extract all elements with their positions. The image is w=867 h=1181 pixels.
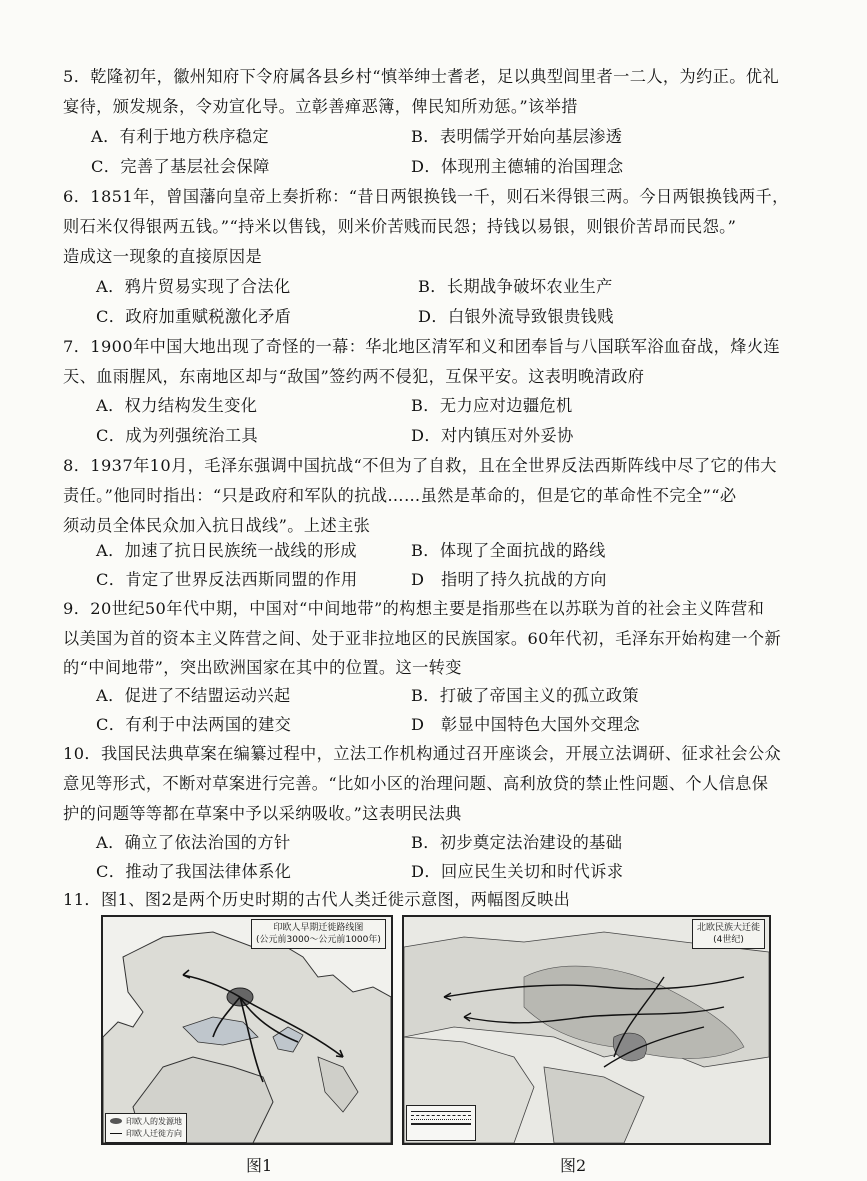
legend-line-icon: [411, 1115, 471, 1116]
figure-1-legend-migration: [110, 1128, 182, 1140]
q5-option-a[interactable]: A．有利于地方秩序稳定: [91, 127, 269, 146]
q6-stem-line-1: 6．1851年，曾国藩向皇帝上奏折称：“昔日两银换钱一千，则石米得银三两。今日两银换钱两千，: [63, 187, 789, 206]
q6-stem-line-2: 则石米仅得银两五钱。”“持米以售钱，则米价苦贱而民怨；持钱以易银，则银价苦昂而民怨。”: [63, 217, 737, 236]
figure-1-title-main: 印欧人早期迁徙路线图: [273, 923, 364, 933]
q7-option-a[interactable]: A．权力结构发生变化: [96, 396, 258, 415]
figure-1-legend: [105, 1113, 187, 1143]
q9-option-b[interactable]: B．打破了帝国主义的孤立政策: [411, 686, 639, 705]
figure-1-map: [101, 915, 393, 1145]
q8-stem-line-1: 8．1937年10月，毛泽东强调中国抗战“不但为了自救，且在全世界反法西斯阵线中尽了它的伟大: [63, 456, 777, 475]
figure-2-caption: 图2: [560, 1156, 587, 1175]
figure-1-map-drawing: [103, 917, 391, 1143]
q8-option-b[interactable]: B．体现了全面抗战的路线: [411, 541, 606, 560]
q5-option-b[interactable]: B．表明儒学开始向基层渗透: [411, 127, 623, 146]
q7-stem-line-1: 7．1900年中国大地出现了奇怪的一幕：华北地区清军和义和团奉旨与八国联军浴血奋战，烽火连: [63, 337, 780, 356]
q5-stem-line-2: 宴待，颁发规条，令劝宣化导。立彰善瘅恶簿，俾民知所劝惩。”该举措: [63, 97, 578, 116]
q10-option-c[interactable]: C．推动了我国法律体系化: [96, 862, 292, 881]
q6-option-a[interactable]: A．鸦片贸易实现了合法化: [96, 277, 291, 296]
q9-stem-line-3: 的“中间地带”，突出欧洲国家在其中的位置。这一转变: [63, 658, 462, 677]
q9-option-d[interactable]: D 彰显中国特色大国外交理念: [411, 715, 641, 734]
q8-stem-line-2: 责任。”他同时指出：“只是政府和军队的抗战……虽然是革命的，但是它的革命性不完全”“必: [63, 486, 737, 505]
homeland-swatch-icon: [110, 1118, 122, 1124]
q5-option-d[interactable]: D．体现刑主德辅的治国理念: [411, 157, 624, 176]
figure-1-legend-migration-label: 印欧人迁徙方向: [126, 1129, 182, 1138]
figure-1-legend-homeland: [110, 1116, 182, 1128]
q8-option-a[interactable]: A．加速了抗日民族统一战线的形成: [96, 541, 357, 560]
figure-1-legend-homeland-label: 印欧人的发源地: [126, 1117, 182, 1126]
q5-stem-line-1: 5．乾隆初年，徽州知府下令府属各县乡村“慎举绅士耆老，足以典型闾里者一二人，为约正。优礼: [63, 67, 780, 86]
legend-line-icon: [411, 1119, 471, 1120]
q9-stem-line-2: 以美国为首的资本主义阵营之间、处于亚非拉地区的民族国家。60年代初，毛泽东开始构建一个新: [63, 629, 782, 648]
q6-stem-line-3: 造成这一现象的直接原因是: [63, 247, 263, 266]
figure-2-map: [402, 915, 771, 1145]
legend-line-icon: [411, 1123, 471, 1125]
q11-stem-line-1: 11．图1、图2是两个历史时期的古代人类迁徙示意图，两幅图反映出: [63, 890, 571, 909]
figure-2-title: [692, 919, 765, 949]
q6-option-b[interactable]: B．长期战争破坏农业生产: [418, 277, 613, 296]
q10-stem-line-1: 10．我国民法典草案在编纂过程中，立法工作机构通过召开座谈会，开展立法调研、征求社会公众: [63, 744, 782, 763]
q7-option-d[interactable]: D．对内镇压对外妥协: [411, 426, 574, 445]
q10-stem-line-2: 意见等形式，不断对草案进行完善。“比如小区的治理问题、高利放贷的禁止性问题、个人信息保: [63, 774, 769, 793]
q10-option-b[interactable]: B．初步奠定法治建设的基础: [411, 833, 623, 852]
q6-option-c[interactable]: C．政府加重赋税激化矛盾: [96, 307, 292, 326]
q5-option-c[interactable]: C．完善了基层社会保障: [91, 157, 270, 176]
q9-option-a[interactable]: A．促进了不结盟运动兴起: [96, 686, 291, 705]
q10-option-d[interactable]: D．回应民生关切和时代诉求: [411, 862, 624, 881]
q8-option-d[interactable]: D 指明了持久抗战的方向: [411, 570, 607, 589]
figure-1-title-period: (公元前3000～公元前1000年): [256, 935, 381, 945]
q7-stem-line-2: 天、血雨腥风，东南地区却与“敌国”签约两不侵犯，互保平安。这表明晚清政府: [63, 367, 645, 386]
q8-option-c[interactable]: C．肯定了世界反法西斯同盟的作用: [96, 570, 358, 589]
figure-1-caption: 图1: [246, 1156, 273, 1175]
arrow-swatch-icon: [110, 1133, 122, 1134]
figure-2-legend: [406, 1105, 476, 1141]
figure-1-title: [251, 919, 386, 949]
figure-2-title-period: (4世纪): [713, 935, 744, 945]
q10-stem-line-3: 护的问题等等都在草案中予以采纳吸收。”这表明民法典: [63, 804, 462, 823]
q8-stem-line-3: 须动员全体民众加入抗日战线”。上述主张: [63, 516, 371, 535]
q10-option-a[interactable]: A．确立了依法治国的方针: [96, 833, 291, 852]
figure-2-title-main: 北欧民族大迁徙: [697, 923, 761, 933]
q9-stem-line-1: 9．20世纪50年代中期，中国对“中间地带”的构想主要是指那些在以苏联为首的社会主义阵营和: [63, 599, 765, 618]
legend-line-icon: [411, 1111, 471, 1112]
q7-option-c[interactable]: C．成为列强统治工具: [96, 426, 259, 445]
q6-option-d[interactable]: D．白银外流导致银贵钱贱: [418, 307, 614, 326]
q7-option-b[interactable]: B．无力应对边疆危机: [411, 396, 573, 415]
q9-option-c[interactable]: C．有利于中法两国的建交: [96, 715, 292, 734]
